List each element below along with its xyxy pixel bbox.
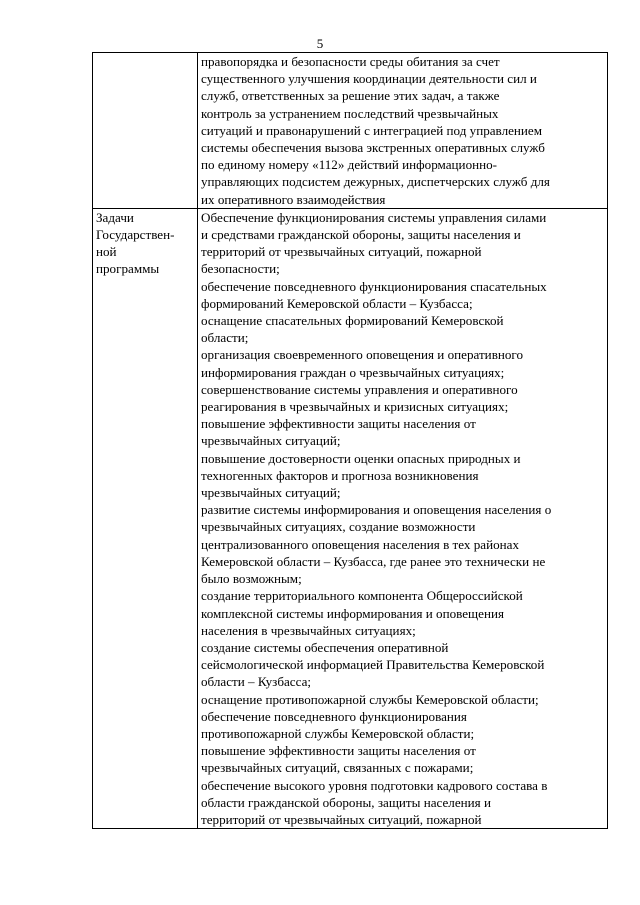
table-row bbox=[93, 53, 608, 209]
content-line: создание территориального компонента Общероссийской bbox=[201, 588, 523, 604]
content-line: ситуаций и правонарушений с интеграцией под управлением bbox=[201, 122, 543, 138]
content-line: Кемеровской области – Кузбасса, где ранее это технически не bbox=[201, 553, 546, 569]
content-line: комплексной системы информирования и оповещения bbox=[201, 605, 504, 621]
content-line: развитие системы информирования и оповещения населения о bbox=[201, 502, 552, 518]
program-table bbox=[92, 52, 608, 829]
label-line: ной bbox=[96, 244, 117, 260]
content-line: чрезвычайных ситуациях, создание возможности bbox=[201, 519, 476, 535]
content-line: организация своевременного оповещения и оперативного bbox=[201, 347, 524, 363]
content-line: по единому номеру «112» действий информационно- bbox=[201, 157, 498, 173]
content-line: информирования граждан о чрезвычайных ситуациях; bbox=[201, 364, 505, 380]
content-line: и средствами гражданской обороны, защиты населения и bbox=[201, 227, 521, 243]
content-line: совершенствование системы управления и оперативного bbox=[201, 381, 518, 397]
label-line: программы bbox=[96, 261, 160, 277]
row-label-cell bbox=[93, 208, 198, 828]
content-line: чрезвычайных ситуаций; bbox=[201, 433, 341, 449]
row-content-cell bbox=[198, 208, 608, 828]
content-line: безопасности; bbox=[201, 261, 280, 277]
content-line: формирований Кемеровской области – Кузбасса; bbox=[201, 295, 473, 311]
content-line: повышение эффективности защиты населения от bbox=[201, 416, 476, 432]
content-line: населения в чрезвычайных ситуациях; bbox=[201, 622, 416, 638]
content-line: повышение эффективности защиты населения от bbox=[201, 743, 476, 759]
content-line: техногенных факторов и прогноза возникновения bbox=[201, 467, 479, 483]
content-line: создание системы обеспечения оперативной bbox=[201, 639, 449, 655]
content-line: управляющих подсистем дежурных, диспетчерских служб для bbox=[201, 174, 550, 190]
content-line: их оперативного взаимодействия bbox=[201, 191, 386, 207]
content-line: повышение достоверности оценки опасных природных и bbox=[201, 450, 521, 466]
content-line: обеспечение высокого уровня подготовки кадрового состава в bbox=[201, 777, 548, 793]
content-line: области – Кузбасса; bbox=[201, 674, 312, 690]
content-line: Обеспечение функционирования системы управления силами bbox=[201, 209, 547, 225]
content-line: было возможным; bbox=[201, 571, 302, 587]
program-table-body bbox=[93, 53, 608, 829]
content-line: обеспечение повседневного функционирования bbox=[201, 708, 467, 724]
label-line: Государствен- bbox=[96, 227, 175, 243]
content-line: централизованного оповещения населения в тех районах bbox=[201, 536, 520, 552]
row-label-cell bbox=[93, 53, 198, 209]
content-line: оснащение спасательных формирований Кемеровской bbox=[201, 313, 504, 329]
content-line: обеспечение повседневного функционирования спасательных bbox=[201, 278, 547, 294]
content-line: области гражданской обороны, защиты населения и bbox=[201, 794, 491, 810]
content-line: оснащение противопожарной службы Кемеровской области; bbox=[201, 691, 539, 707]
content-line: реагирования в чрезвычайных и кризисных ситуациях; bbox=[201, 399, 509, 415]
table-row bbox=[93, 208, 608, 828]
content-line: контроль за устранением последствий чрезвычайных bbox=[201, 105, 499, 121]
content-line: области; bbox=[201, 330, 249, 346]
content-line: противопожарной службы Кемеровской области; bbox=[201, 725, 475, 741]
content-line: чрезвычайных ситуаций; bbox=[201, 485, 341, 501]
row-content-cell bbox=[198, 53, 608, 209]
content-line: правопорядка и безопасности среды обитания за счет bbox=[201, 54, 500, 69]
content-line: существенного улучшения координации деятельности сил и bbox=[201, 71, 537, 87]
content-line: системы обеспечения вызова экстренных оперативных служб bbox=[201, 140, 545, 156]
content-line: территорий от чрезвычайных ситуаций, пожарной bbox=[201, 811, 482, 827]
label-line: Задачи bbox=[96, 209, 134, 225]
content-line: чрезвычайных ситуаций, связанных с пожарами; bbox=[201, 760, 474, 776]
content-line: служб, ответственных за решение этих задач, а также bbox=[201, 88, 500, 104]
content-line: территорий от чрезвычайных ситуаций, пожарной bbox=[201, 244, 482, 260]
content-line: сейсмологической информацией Правительства Кемеровской bbox=[201, 657, 545, 673]
page-number: 5 bbox=[316, 36, 324, 51]
